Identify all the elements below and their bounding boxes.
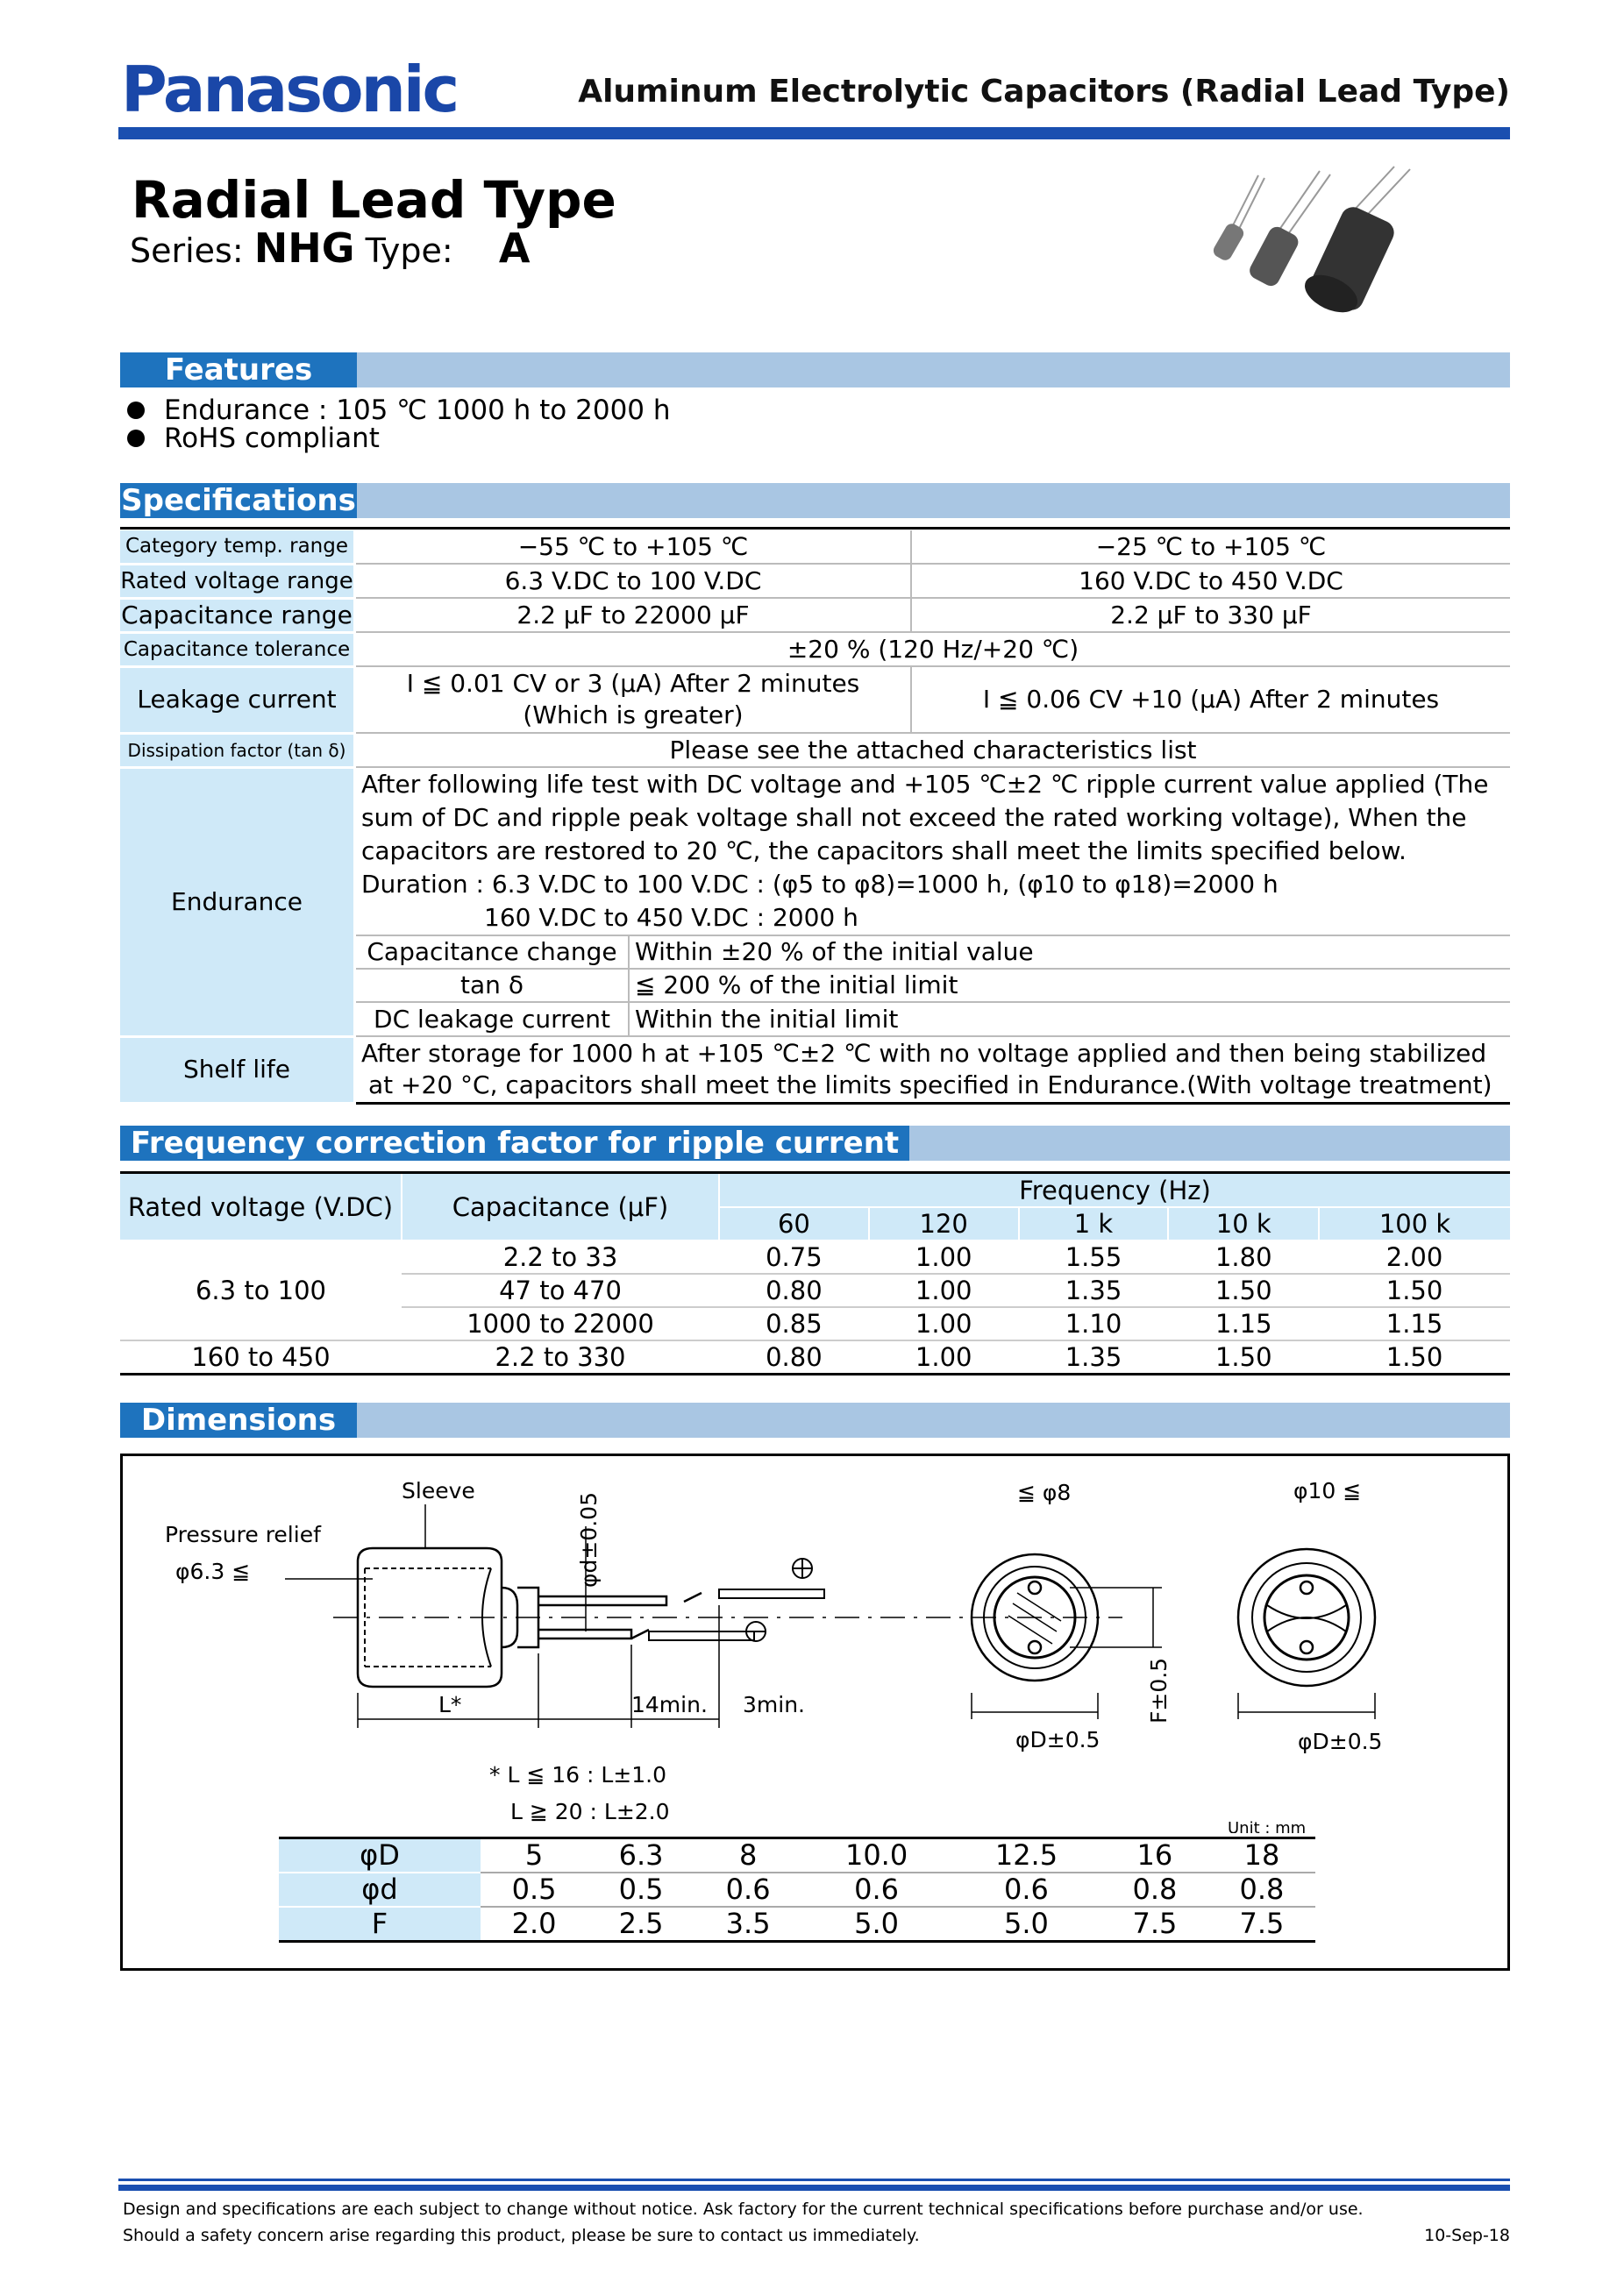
table-row: 160 to 450 2.2 to 330 0.80 1.00 1.35 1.50 1.50 [120,1340,1510,1375]
bullet-icon [127,430,145,447]
table-row: 6.3 to 100 2.2 to 33 0.75 1.00 1.55 1.80 2.00 [120,1240,1510,1274]
plus-polarity-icon [793,1559,812,1578]
le8-label: ≦ φ8 [1017,1480,1072,1505]
header-title: Aluminum Electrolytic Capacitors (Radial Lead Type) [578,74,1510,110]
spec-label: Endurance [120,767,355,1036]
ge10-label: φ10 ≦ [1293,1478,1362,1503]
large-capacitor-image [1299,167,1410,320]
minus-polarity-icon [746,1622,766,1641]
table-row: 1000 to 22000 0.85 1.00 1.10 1.15 1.15 [120,1307,1510,1340]
table-row: φd 0.5 0.5 0.6 0.6 0.6 0.8 0.8 [279,1873,1315,1907]
dimension-drawing [123,1456,1507,1833]
feature-item: Endurance : 105 ℃ 1000 h to 2000 h [127,396,671,424]
pressure-relief-size: φ6.3 ≦ [175,1559,251,1584]
spec-label: Shelf life [120,1036,355,1103]
frequency-bar [120,1126,1510,1161]
type-value: A [498,224,531,272]
small-capacitor-image [1211,175,1264,263]
specifications-heading: Specifications [121,483,356,518]
capacitor-product-image [1210,162,1473,320]
frequency-heading: Frequency correction factor for ripple current [120,1126,909,1161]
front-view-large [1238,1549,1375,1719]
phiD-label-2: φD±0.5 [1298,1729,1383,1754]
spec-label: Rated voltage range [120,564,355,598]
l-star-label: L* [438,1692,462,1717]
features-bar [120,352,1510,387]
feature-item: RoHS compliant [127,424,671,452]
phiD-label-1: φD±0.5 [1015,1727,1100,1752]
front-view-small [972,1554,1162,1719]
dimensions-heading: Dimensions [120,1403,357,1438]
min3-label: 3min. [743,1692,805,1717]
footer-line-2: Should a safety concern arise regarding this product, please be sure to contact us immediately. [123,2226,920,2245]
spec-label: Capacitance range [120,598,355,632]
type-label: Type: [365,231,453,270]
table-row: φD 5 6.3 8 10.0 12.5 16 18 [279,1839,1315,1873]
series-line [130,226,530,273]
footer-date: 10-Sep-18 [1424,2226,1510,2245]
spec-label: Leakage current [120,666,355,733]
brand-logo: Panasonic [121,53,458,126]
page-title: Radial Lead Type [132,170,616,230]
table-row: 47 to 470 0.80 1.00 1.35 1.50 1.50 [120,1274,1510,1307]
length-note-2: L ≧ 20 : L±2.0 [510,1799,670,1824]
footer-rule [118,2179,1510,2191]
features-heading: Features [120,352,357,387]
capacitor-leads [538,1589,824,1640]
sleeve-label: Sleeve [402,1478,475,1503]
specifications-table: Category temp. range −55 ℃ to +105 ℃ −25 ℃ to +105 ℃ Rated voltage range 6.3 V.DC to 100 V.DC 160 V.DC to 450 V.DC Capacitance range 2.2 μF to 22000 μF 2.2 μF to 330 μF Capacitance tolerance ±20 % (120 Hz/+20 ℃) Leakage current I ≦ 0.01 CV or 3 (μA) After 2 minutes (Which is greater) I ≦ 0.06 CV +10 (μA) After 2 minutes Dissipation factor (tan δ) Please see the attached characteristics list Endurance After following life test with DC voltage and +105 ℃±2 ℃ ripple current value applied (The sum of DC and ripple peak voltage shall not exceed the rated working voltage), When the capacitors are restored to 20 ℃, the capacitors shall meet the limits specified below. Duration : 6.3 V.DC to 100 V.DC : (φ5 to φ8)=1000 h, (φ10 to φ18)=2000 h 160 V.DC to 450 V.DC : 2000 h Capacitance change Within ±20 % of the initial value tan δ ≦ 200 % of the initial limit DC leakage current Within the initial limit Shelf life After storage for 1000 h at +105 ℃±2 ℃ with no voltage applied and then being stabilized at +20 °C, capacitors shall meet the limits specified in Endurance.(With voltage treatment) [120,530,1510,1105]
f-tolerance-label: F±0.5 [1146,1657,1172,1724]
spec-label: Category temp. range [120,530,355,564]
specifications-bar [120,483,1510,518]
pressure-relief-label: Pressure relief [165,1522,321,1547]
length-note-1: * L ≦ 16 : L±1.0 [489,1762,666,1788]
features-list [127,396,671,452]
series-value: NHG [253,224,355,272]
header-rule [118,127,1510,139]
frequency-table: Rated voltage (V.DC) Capacitance (μF) Frequency (Hz) 60 120 1 k 10 k 100 k 6.3 to 100 2.2 to 33 0.75 1.00 1.55 1.80 2.00 47 to 470 0.80 1.00 1.35 1.50 1.50 1000 to 22000 0.85 1.00 1.10 1.15 1.15 160 to 450 2.2 to 330 0.80 1.00 1.35 1.50 1.50 [120,1174,1510,1375]
footer-line-1: Design and specifications are each subject to change without notice. Ask factory for the current technical specifications before purchase and/or use. [123,2200,1364,2219]
lead-diameter-label: φd±0.05 [576,1492,602,1588]
spec-label: Capacitance tolerance [120,632,355,666]
table-row: F 2.0 2.5 3.5 5.0 5.0 7.5 7.5 [279,1907,1315,1942]
dimensions-table [279,1839,1315,1943]
spec-label: Dissipation factor (tan δ) [120,733,355,767]
endurance-limits-table: Capacitance change Within ±20 % of the initial value tan δ ≦ 200 % of the initial limit DC leakage current Within the initial limit [356,935,1510,1035]
spec-top-rule [120,527,1510,530]
bullet-icon [127,402,145,419]
min14-label: 14min. [631,1692,708,1717]
dimensions-bar [120,1403,1510,1438]
endurance-text: After following life test with DC voltage and +105 ℃±2 ℃ ripple current value applied (The sum of DC and ripple peak voltage shall not exceed the rated working voltage), When the capacitors are restored to 20 ℃, the capacitors shall meet the limits specified below. Duration : 6.3 V.DC to 100 V.DC : (φ5 to φ8)=1000 h, (φ10 to φ18)=2000 h 160 V.DC to 450 V.DC : 2000 h [361,770,1489,932]
unit-label: Unit : mm [1228,1819,1307,1833]
series-label: Series: [130,231,244,270]
